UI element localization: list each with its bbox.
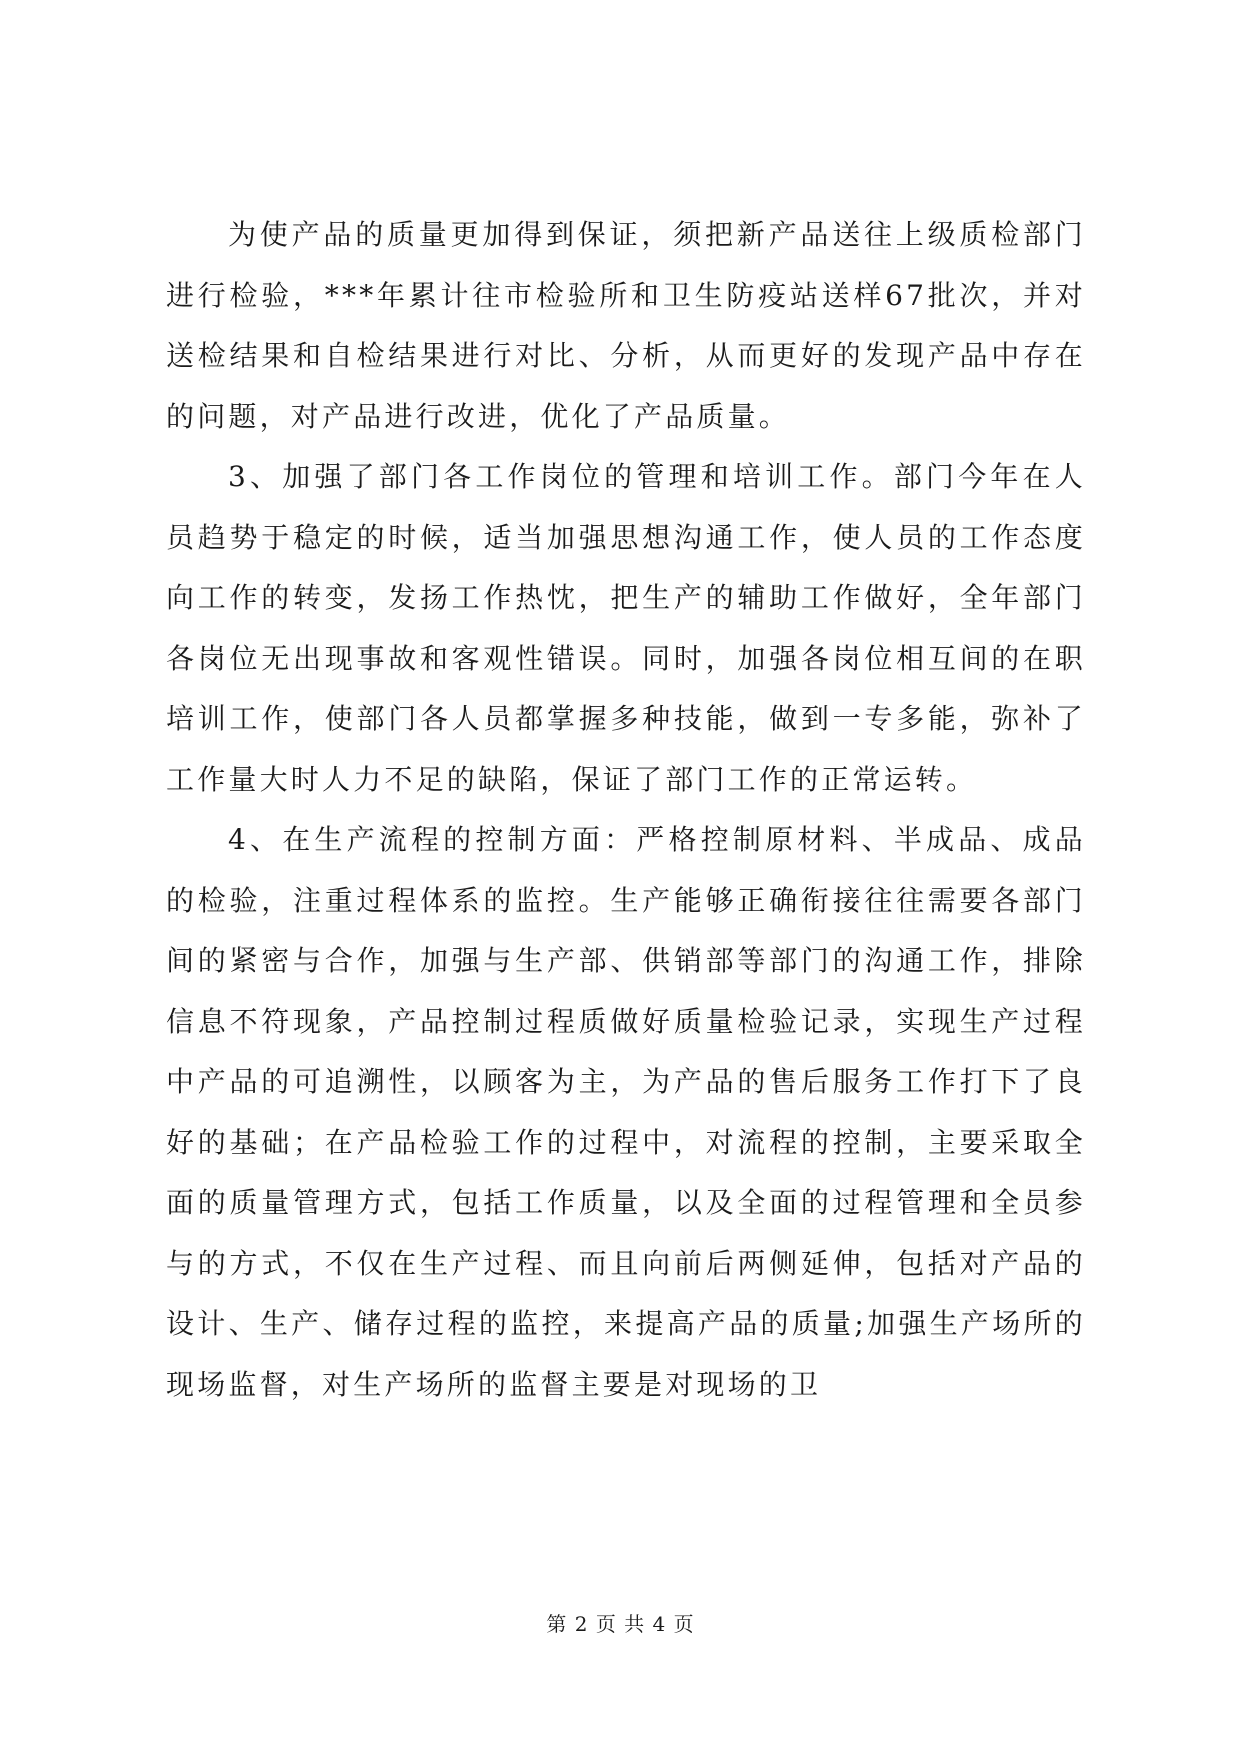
page-footer: 第 2 页 共 4 页: [546, 1612, 695, 1636]
paragraph-quality-inspection: 为使产品的质量更加得到保证，须把新产品送往上级质检部门进行检验，***年累计往市检验所和卫生防疫站送样67批次，并对送检结果和自检结果进行对比、分析，从而更好的发现产品中存在的问题，对产品进行改进，优化了产品质量。: [166, 218, 1086, 433]
document-body: [166, 205, 1086, 1415]
paragraph-process-control: 4、在生产流程的控制方面：严格控制原材料、半成品、成品的检验，注重过程体系的监控。生产能够正确衔接往往需要各部门间的紧密与合作，加强与生产部、供销部等部门的沟通工作，排除信息不符现象，产品控制过程质做好质量检验记录，实现生产过程中产品的可追溯性，以顾客为主，为产品的售后服务工作打下了良好的基础；在产品检验工作的过程中，对流程的控制，主要采取全面的质量管理方式，包括工作质量，以及全面的过程管理和全员参与的方式，不仅在生产过程、而且向前后两侧延伸，包括对产品的设计、生产、储存过程的监控，来提高产品的质量;加强生产场所的现场监督，对生产场所的监督主要是对现场的卫: [166, 823, 1086, 1401]
paragraph-training: 3、加强了部门各工作岗位的管理和培训工作。部门今年在人员趋势于稳定的时候，适当加强思想沟通工作，使人员的工作态度向工作的转变，发扬工作热忱，把生产的辅助工作做好，全年部门各岗位无出现事故和客观性错误。同时，加强各岗位相互间的在职培训工作，使部门各人员都掌握多种技能，做到一专多能，弥补了工作量大时人力不足的缺陷，保证了部门工作的正常运转。: [166, 460, 1086, 796]
